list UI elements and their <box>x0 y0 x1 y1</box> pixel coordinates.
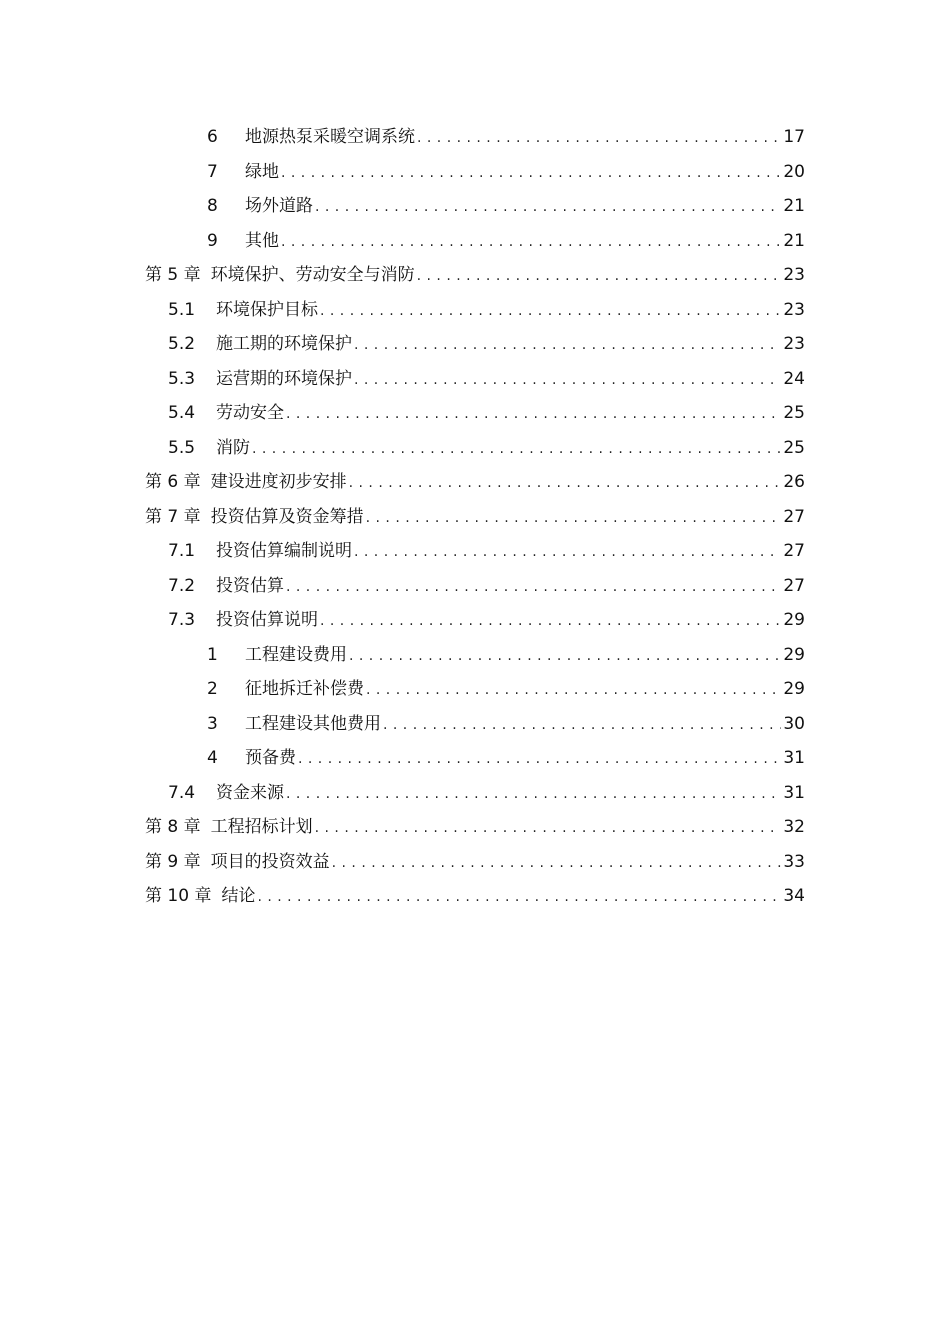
toc-entry[interactable] <box>0 155 950 190</box>
toc-entry-title: 环境保护目标 <box>216 299 318 320</box>
toc-dot-leader <box>286 783 781 803</box>
toc-entry[interactable] <box>0 707 950 742</box>
toc-entry-number: 5.3 <box>168 368 196 389</box>
toc-entry-title: 绿地 <box>245 161 279 182</box>
toc-entry-title: 工程建设费用 <box>245 644 347 665</box>
toc-entry-title: 结论 <box>221 886 256 907</box>
toc-entry-number: 7.4 <box>168 782 196 803</box>
toc-entry-page: 29 <box>783 644 805 665</box>
toc-entry-page: 27 <box>783 575 805 596</box>
toc-entry[interactable] <box>0 672 950 707</box>
toc-chapter-entry[interactable] <box>0 845 950 880</box>
toc-entry-title: 环境保护、劳动安全与消防 <box>210 265 415 286</box>
toc-entry-page: 26 <box>783 472 805 493</box>
toc-entry-page: 27 <box>783 506 805 527</box>
toc-entry-title: 资金来源 <box>216 782 284 803</box>
toc-entry-number: 第 10 章 <box>145 886 212 907</box>
toc-entry-title: 其他 <box>245 230 279 251</box>
toc-dot-leader <box>417 265 782 285</box>
toc-entry-page: 29 <box>783 679 805 700</box>
toc-entry-page: 31 <box>783 782 805 803</box>
toc-entry-number: 4 <box>207 748 218 769</box>
toc-entry-title: 地源热泵采暖空调系统 <box>245 127 415 148</box>
toc-entry-title: 工程招标计划 <box>210 817 313 838</box>
toc-entry-page: 30 <box>783 713 805 734</box>
toc-entry-title: 建设进度初步安排 <box>210 472 347 493</box>
toc-entry-number: 1 <box>207 644 218 665</box>
toc-entry-number: 7.3 <box>168 610 196 631</box>
toc-dot-leader <box>354 334 781 354</box>
toc-dot-leader <box>349 645 781 665</box>
toc-dot-leader <box>349 472 782 492</box>
toc-entry-page: 21 <box>783 230 805 251</box>
toc-section-entry[interactable] <box>0 776 950 811</box>
toc-entry-title: 征地拆迁补偿费 <box>245 679 364 700</box>
toc-entry-number: 5.2 <box>168 334 196 355</box>
toc-entry-title: 投资估算编制说明 <box>216 541 352 562</box>
toc-entry[interactable] <box>0 120 950 155</box>
toc-chapter-entry[interactable] <box>0 879 950 914</box>
toc-chapter-entry[interactable] <box>0 258 950 293</box>
toc-entry-number: 5.4 <box>168 403 196 424</box>
toc-dot-leader <box>281 231 781 251</box>
toc-dot-leader <box>383 714 781 734</box>
toc-entry-number: 9 <box>207 230 218 251</box>
toc-entry-page: 20 <box>783 161 805 182</box>
toc-dot-leader <box>417 127 781 147</box>
toc-entry-page: 34 <box>783 886 805 907</box>
toc-entry-page: 32 <box>783 817 805 838</box>
toc-entry-number: 第 6 章 <box>145 472 201 493</box>
toc-entry-title: 运营期的环境保护 <box>216 368 352 389</box>
toc-entry-number: 6 <box>207 127 218 148</box>
toc-entry-number: 7.2 <box>168 575 196 596</box>
toc-dot-leader <box>354 369 781 389</box>
toc-entry-title: 工程建设其他费用 <box>245 713 381 734</box>
toc-dot-leader <box>315 196 781 216</box>
toc-entry-title: 投资估算说明 <box>216 610 318 631</box>
toc-dot-leader <box>354 541 781 561</box>
toc-dot-leader <box>252 438 781 458</box>
toc-entry-page: 23 <box>783 334 805 355</box>
toc-section-entry[interactable] <box>0 569 950 604</box>
toc-dot-leader <box>281 162 781 182</box>
toc-dot-leader <box>320 610 781 630</box>
toc-dot-leader <box>286 403 781 423</box>
toc-entry-title: 项目的投资效益 <box>210 851 330 872</box>
toc-entry-page: 24 <box>783 368 805 389</box>
toc-section-entry[interactable] <box>0 396 950 431</box>
toc-dot-leader <box>320 300 781 320</box>
toc-entry[interactable] <box>0 189 950 224</box>
toc-entry-number: 第 9 章 <box>145 851 201 872</box>
toc-entry-page: 31 <box>783 748 805 769</box>
toc-entry-number: 第 7 章 <box>145 506 201 527</box>
toc-entry-page: 27 <box>783 541 805 562</box>
toc-dot-leader <box>366 507 782 527</box>
toc-dot-leader <box>332 852 782 872</box>
toc-section-entry[interactable] <box>0 603 950 638</box>
toc-entry-number: 5.1 <box>168 299 196 320</box>
toc-entry-page: 21 <box>783 196 805 217</box>
toc-entry-title: 投资估算及资金筹措 <box>210 506 364 527</box>
toc-entry-title: 消防 <box>216 437 250 458</box>
table-of-contents <box>0 120 950 914</box>
toc-section-entry[interactable] <box>0 362 950 397</box>
toc-entry-page: 25 <box>783 403 805 424</box>
toc-dot-leader <box>298 748 781 768</box>
toc-entry-title: 场外道路 <box>245 196 313 217</box>
toc-section-entry[interactable] <box>0 534 950 569</box>
toc-entry-number: 5.5 <box>168 437 196 458</box>
toc-section-entry[interactable] <box>0 327 950 362</box>
toc-dot-leader <box>315 817 782 837</box>
toc-entry-number: 3 <box>207 713 218 734</box>
toc-entry[interactable] <box>0 638 950 673</box>
toc-chapter-entry[interactable] <box>0 465 950 500</box>
toc-dot-leader <box>286 576 781 596</box>
toc-entry-page: 23 <box>783 265 805 286</box>
toc-entry-number: 第 5 章 <box>145 265 201 286</box>
toc-entry-page: 29 <box>783 610 805 631</box>
toc-section-entry[interactable] <box>0 293 950 328</box>
toc-entry-title: 施工期的环境保护 <box>216 334 352 355</box>
toc-entry-page: 23 <box>783 299 805 320</box>
toc-dot-leader <box>366 679 781 699</box>
toc-section-entry[interactable] <box>0 431 950 466</box>
toc-entry-page: 33 <box>783 851 805 872</box>
toc-entry[interactable] <box>0 741 950 776</box>
toc-entry[interactable] <box>0 224 950 259</box>
toc-entry-title: 投资估算 <box>216 575 284 596</box>
toc-entry-number: 7.1 <box>168 541 196 562</box>
toc-entry-number: 2 <box>207 679 218 700</box>
toc-dot-leader <box>257 886 781 906</box>
toc-chapter-entry[interactable] <box>0 810 950 845</box>
toc-entry-page: 25 <box>783 437 805 458</box>
toc-entry-page: 17 <box>783 127 805 148</box>
toc-entry-title: 预备费 <box>245 748 296 769</box>
toc-entry-title: 劳动安全 <box>216 403 284 424</box>
toc-chapter-entry[interactable] <box>0 500 950 535</box>
toc-entry-number: 8 <box>207 196 218 217</box>
toc-entry-number: 7 <box>207 161 218 182</box>
toc-entry-number: 第 8 章 <box>145 817 201 838</box>
